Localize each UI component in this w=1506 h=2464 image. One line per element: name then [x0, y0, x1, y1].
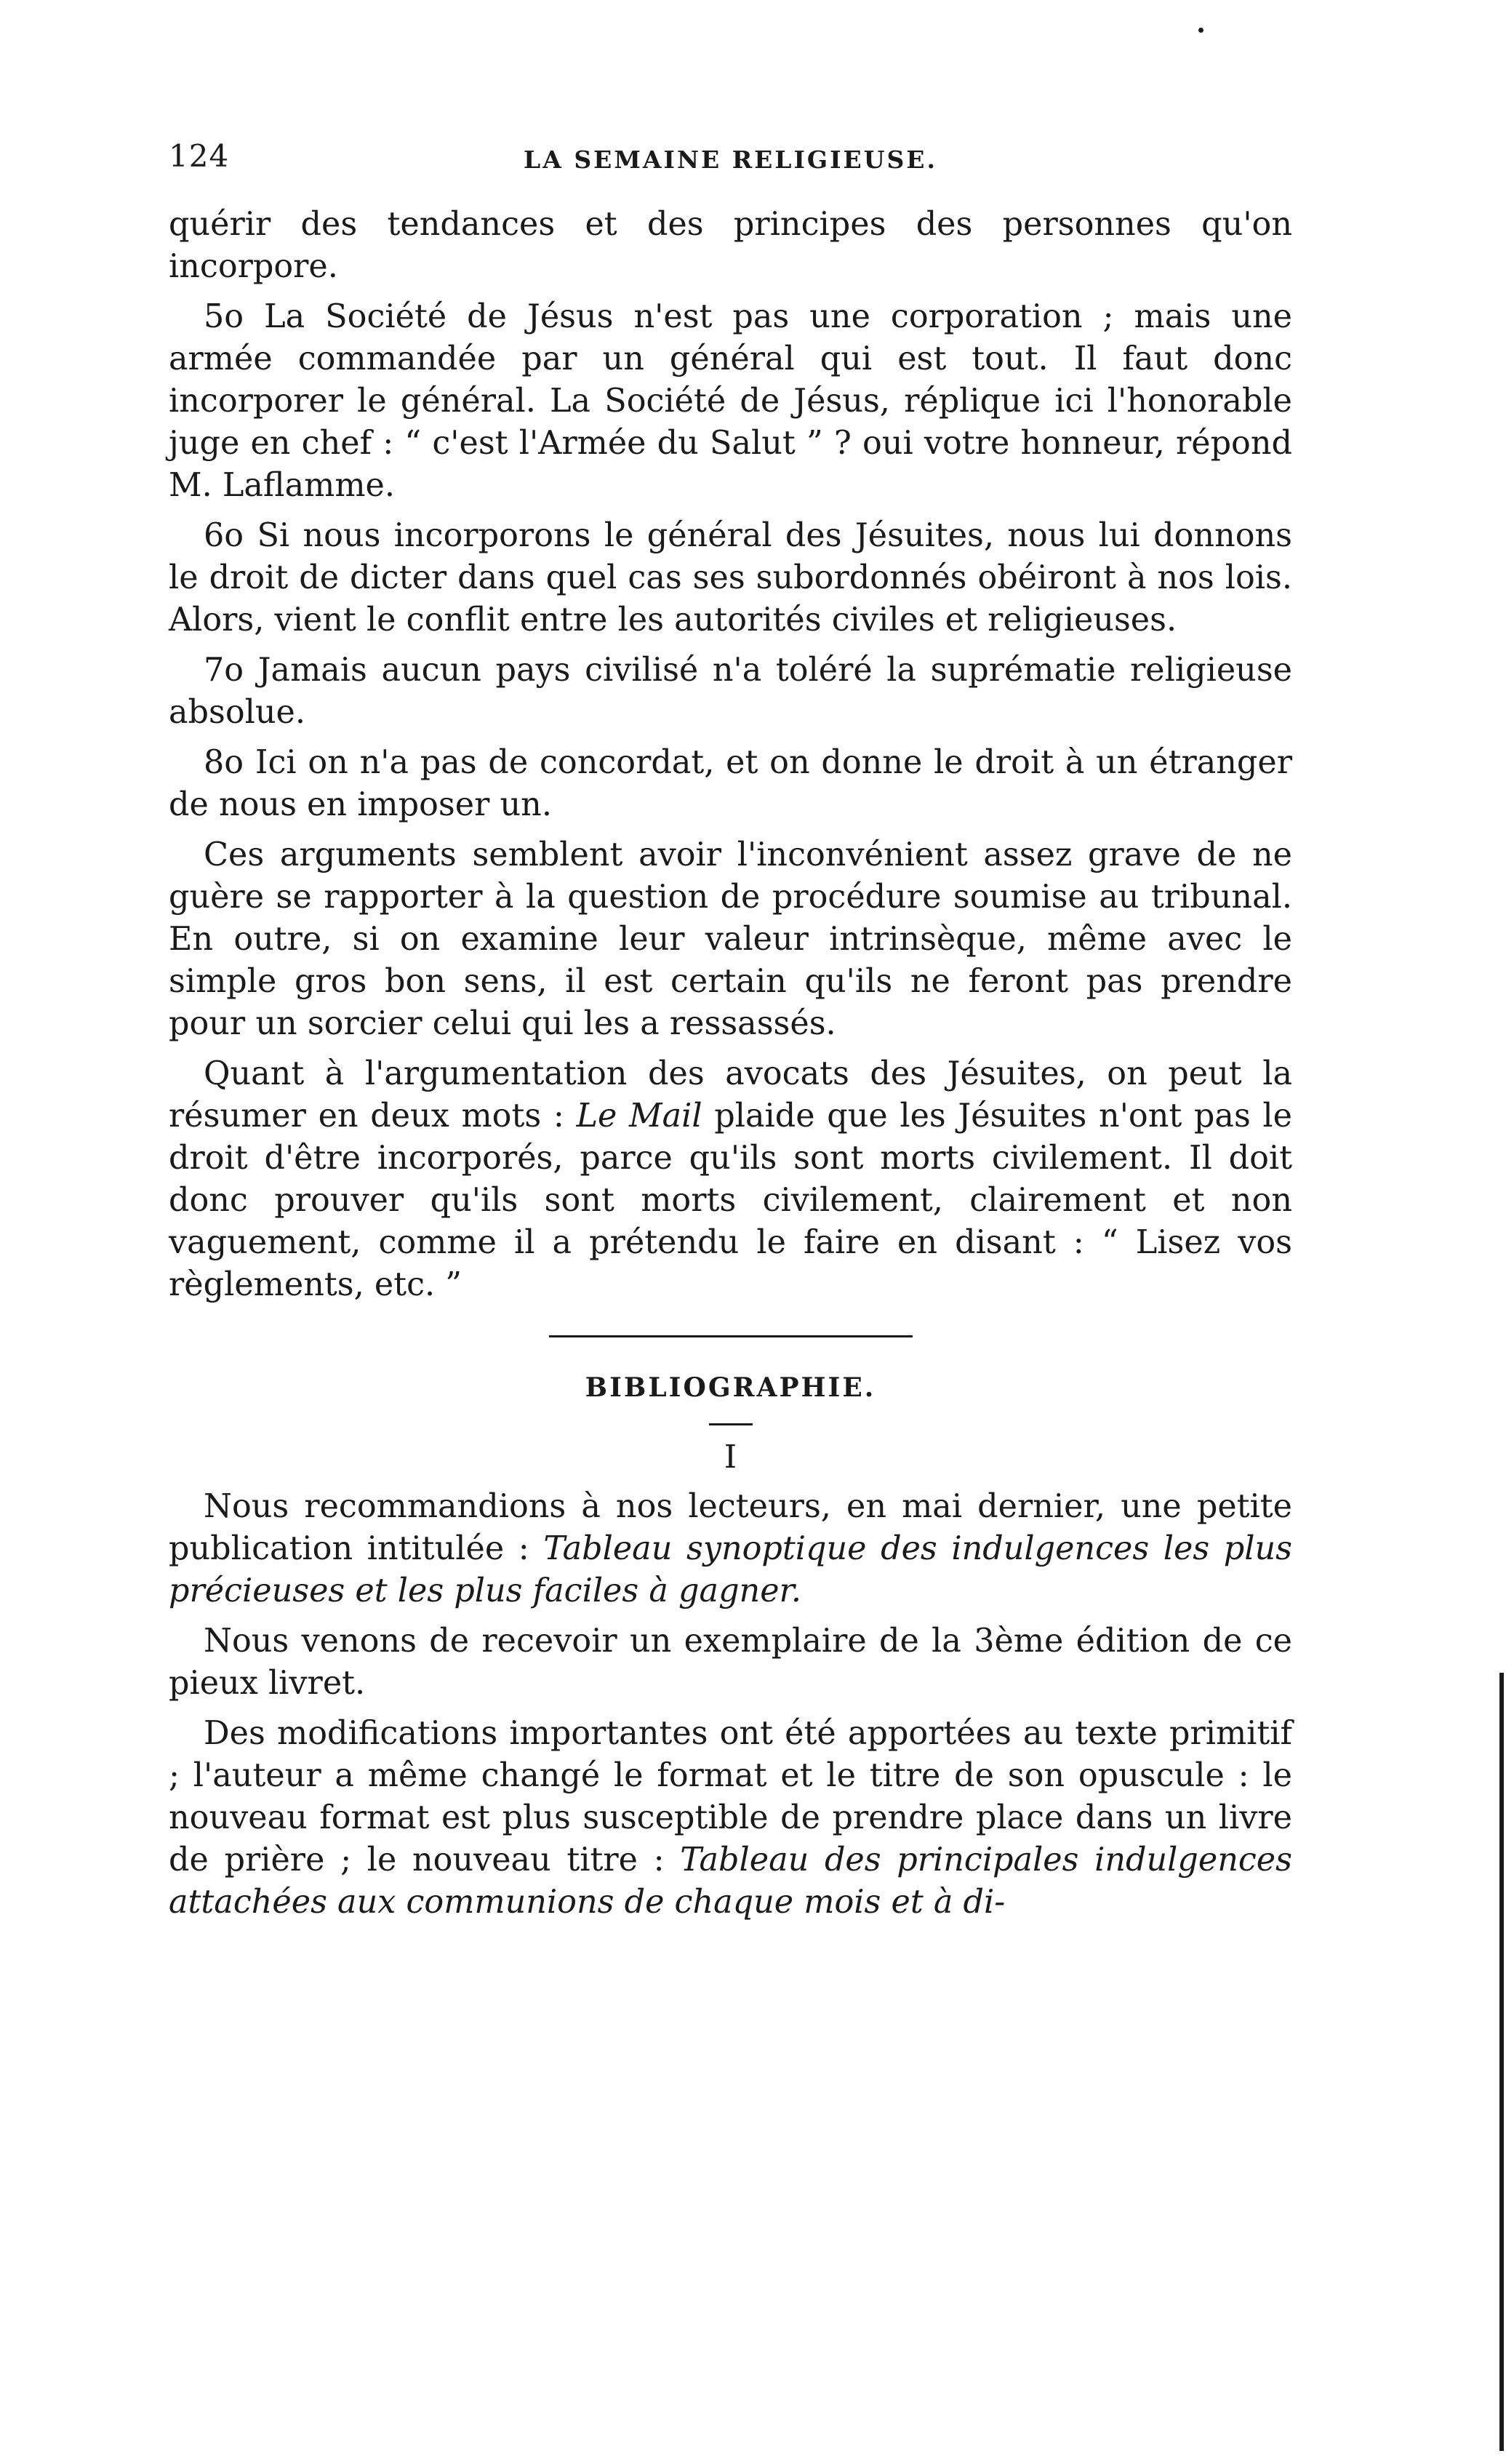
paragraph: 7o Jamais aucun pays civilisé n'a toléré la suprématie religieuse absolue. [169, 652, 1292, 731]
paragraph [169, 1486, 1292, 1612]
newspaper-title: Le Mail [576, 1097, 702, 1135]
argument-text-start: Quant à l'argumentation des avocats des Jésuites, on peut la résumer en deux mots : [169, 1055, 1292, 1135]
paragraph: 5o La Société de Jésus n'est pas une corporation ; mais une armée commandée par un général qui est tout. Il faut donc incorporer le général. La Société de Jésus, réplique ici l'honorable juge en chef : “ c'est l'Armée du Salut ” ? oui votre honneur, répond M. Laflamme. [169, 298, 1292, 504]
publication-new-title: Tableau des principales indulgences attachées aux communions de chaque mois et à di- [169, 1841, 1292, 1921]
paragraph: 6o Si nous incorporons le général des Jésuites, nous lui donnons le droit de dicter dans quel cas ses subordonnés obéiront à nos lois. Alors, vient le conflit entre les autorités civiles et religieuses. [169, 517, 1292, 639]
section-number: I [724, 1439, 737, 1476]
bibliography-body [169, 1486, 1292, 1924]
page-content [169, 138, 1292, 1932]
paragraph-text: Nous recommandions à nos lecteurs, en mai dernier, une petite publication intitulée : [169, 1488, 1292, 1567]
paragraph-text: Des modifications importantes ont été apportées au texte primitif ; l'auteur a même changé le format et le titre de son opuscule : le nouveau format est plus susceptible de prendre place dans un livre de prière ; le nouveau titre : [169, 1715, 1292, 1879]
scan-speck [1198, 28, 1203, 33]
short-divider [709, 1423, 753, 1425]
scan-edge-mark [1499, 1673, 1504, 2451]
paragraph: 8o Ici on n'a pas de concordat, et on donne le droit à un étranger de nous en imposer un. [169, 744, 1292, 823]
page-number: 124 [169, 138, 230, 174]
publication-title: Tableau synoptique des indulgences les plus précieuses et les plus faciles à gagner. [169, 1530, 1293, 1609]
section-divider [549, 1335, 913, 1337]
argument-text-end: plaide que les Jésuites n'ont pas le droit d'être incorporés, parce qu'ils sont morts civilement. Il doit donc prouver qu'ils sont morts civilement, clairement et non vaguement, comme il a prétendu le faire en disant : “ Lisez vos règlements, etc. ” [169, 1097, 1293, 1303]
paragraph [169, 1713, 1292, 1924]
paragraph: Nous venons de recevoir un exemplaire de la 3ème édition de ce pieux livret. [169, 1623, 1292, 1702]
running-title: LA SEMAINE RELIGIEUSE. [524, 145, 937, 174]
section-title: BIBLIOGRAPHIE. [585, 1372, 876, 1403]
page-header [169, 138, 1292, 204]
paragraph: quérir des tendances et des principes des personnes qu'on incorpore. [169, 206, 1292, 285]
argument-paragraph [169, 1053, 1292, 1306]
paragraph: Ces arguments semblent avoir l'inconvénient assez grave de ne guère se rapporter à la question de procédure soumise au tribunal. En outre, si on examine leur valeur intrinsèque, même avec le simple gros bon sens, il est certain qu'ils ne feront pas prendre pour un sorcier celui qui les a ressassés. [169, 836, 1292, 1042]
article-body [169, 204, 1292, 1306]
